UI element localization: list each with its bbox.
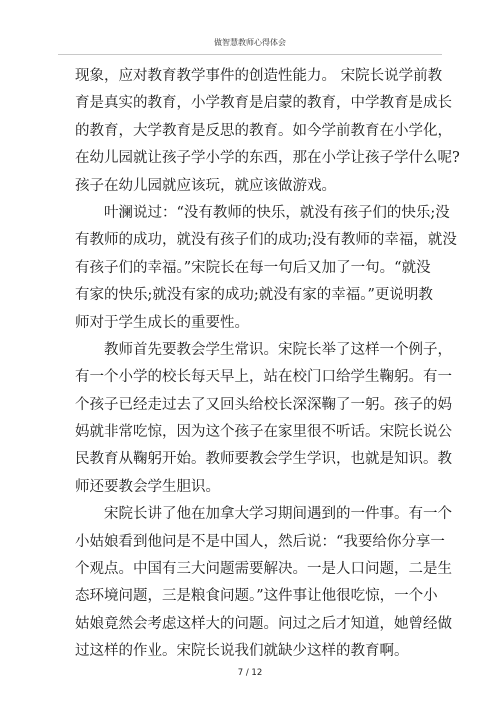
header-divider <box>58 54 442 55</box>
text-line: 师还要教会学生胆识。 <box>75 478 220 495</box>
text-line: 姑娘竟然会考虑这样大的问题。问过之后才知道，她曾经做 <box>75 615 452 632</box>
text-line: 育是真实的教育，小学教育是启蒙的教育，中学教育是成长 <box>75 95 452 112</box>
text-line: 宋院长讲了他在加拿大学习期间遇到的一件事。有一个 <box>104 506 452 523</box>
text-line: 有孩子们的幸福。”宋院长在每一句后又加了一句。“就没 <box>75 259 431 276</box>
text-line: 妈就非常吃惊，因为这个孩子在家里很不听话。宋院长说公 <box>75 424 452 441</box>
text-line: 个观点。中国有三大问题需要解决。一是人口问题，二是生 <box>75 561 452 578</box>
page-number: 7 / 12 <box>237 668 263 678</box>
text-line: 民教育从鞠躬开始。教师要教会学生学识，也就是知识。教 <box>75 451 452 468</box>
text-line: 个孩子已经走过去了又回头给校长深深鞠了一躬。孩子的妈 <box>75 396 452 413</box>
text-line: 在幼儿园就让孩子学小学的东西，那在小学让孩子学什么呢? <box>75 150 460 167</box>
text-line: 小姑娘看到他问是不是中国人，然后说：“我要给你分享一 <box>75 533 445 550</box>
text-line: 态环境问题，三是粮食问题。”这件事让他很吃惊，一个小 <box>75 588 438 605</box>
text-line: 现象，应对教育教学事件的创造性能力。 宋院长说学前教 <box>75 68 443 84</box>
text-line: 过这样的作业。宋院长说我们就缺少这样的教育啊。 <box>75 643 409 660</box>
text-line: 有一个小学的校长每天早上，站在校门口给学生鞠躬。有一 <box>75 369 452 386</box>
text-line: 师对于学生成长的重要性。 <box>75 314 249 331</box>
page-header: 做智慧教师心得体会 <box>214 38 286 47</box>
text-line: 叶澜说过：“没有教师的快乐，就没有孩子们的快乐;没 <box>104 204 450 221</box>
text-line: 有教师的成功，就没有孩子们的成功;没有教师的幸福，就没 <box>75 232 457 249</box>
text-line: 孩子在幼儿园就应该玩，就应该做游戏。 <box>75 177 336 194</box>
text-line: 的教育，大学教育是反思的教育。如今学前教育在小学化， <box>75 122 452 139</box>
text-line: 教师首先要教会学生常识。宋院长举了这样一个例子， <box>104 341 452 358</box>
document-body <box>75 63 460 666</box>
text-line: 有家的快乐;就没有家的成功;就没有家的幸福。”更说明教 <box>75 287 433 304</box>
